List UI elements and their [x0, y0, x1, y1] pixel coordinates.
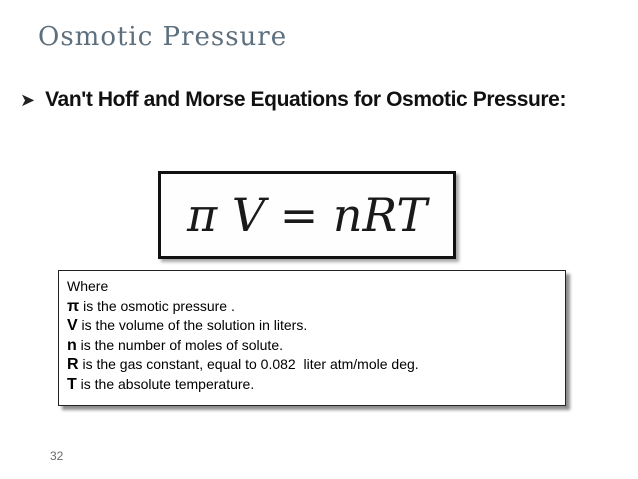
- definition-text: is the number of moles of solute.: [76, 336, 283, 353]
- definition-volume: [67, 316, 565, 336]
- equation-text: π V = nRT: [187, 188, 427, 242]
- definition-text: is the volume of the solution in liters.: [77, 317, 308, 333]
- equation-box: [158, 171, 456, 259]
- definition-pi: [67, 297, 565, 317]
- page-number: 32: [50, 449, 64, 463]
- symbol-t: T: [67, 375, 77, 393]
- definition-text: is the gas constant, equal to 0.082 liter atm/mole deg.: [78, 356, 419, 372]
- slide-title: Osmotic Pressure: [38, 22, 288, 52]
- definition-text: is the osmotic pressure .: [79, 297, 235, 314]
- bullet-text: Van't Hoff and Morse Equations for Osmotic Pressure:: [45, 88, 567, 111]
- definition-text: is the absolute temperature.: [76, 375, 255, 392]
- definition-moles: [67, 336, 565, 356]
- definitions-box: [58, 270, 566, 406]
- bullet-row: [20, 88, 566, 112]
- definitions-intro: Where: [67, 278, 109, 294]
- arrow-bullet-icon: ➤: [20, 89, 36, 110]
- definition-temperature: [67, 375, 565, 395]
- definition-gas-constant: [67, 355, 565, 375]
- symbol-pi: π: [67, 297, 80, 315]
- symbol-r: R: [67, 356, 79, 373]
- symbol-n: n: [67, 336, 77, 354]
- symbol-v: V: [67, 317, 78, 334]
